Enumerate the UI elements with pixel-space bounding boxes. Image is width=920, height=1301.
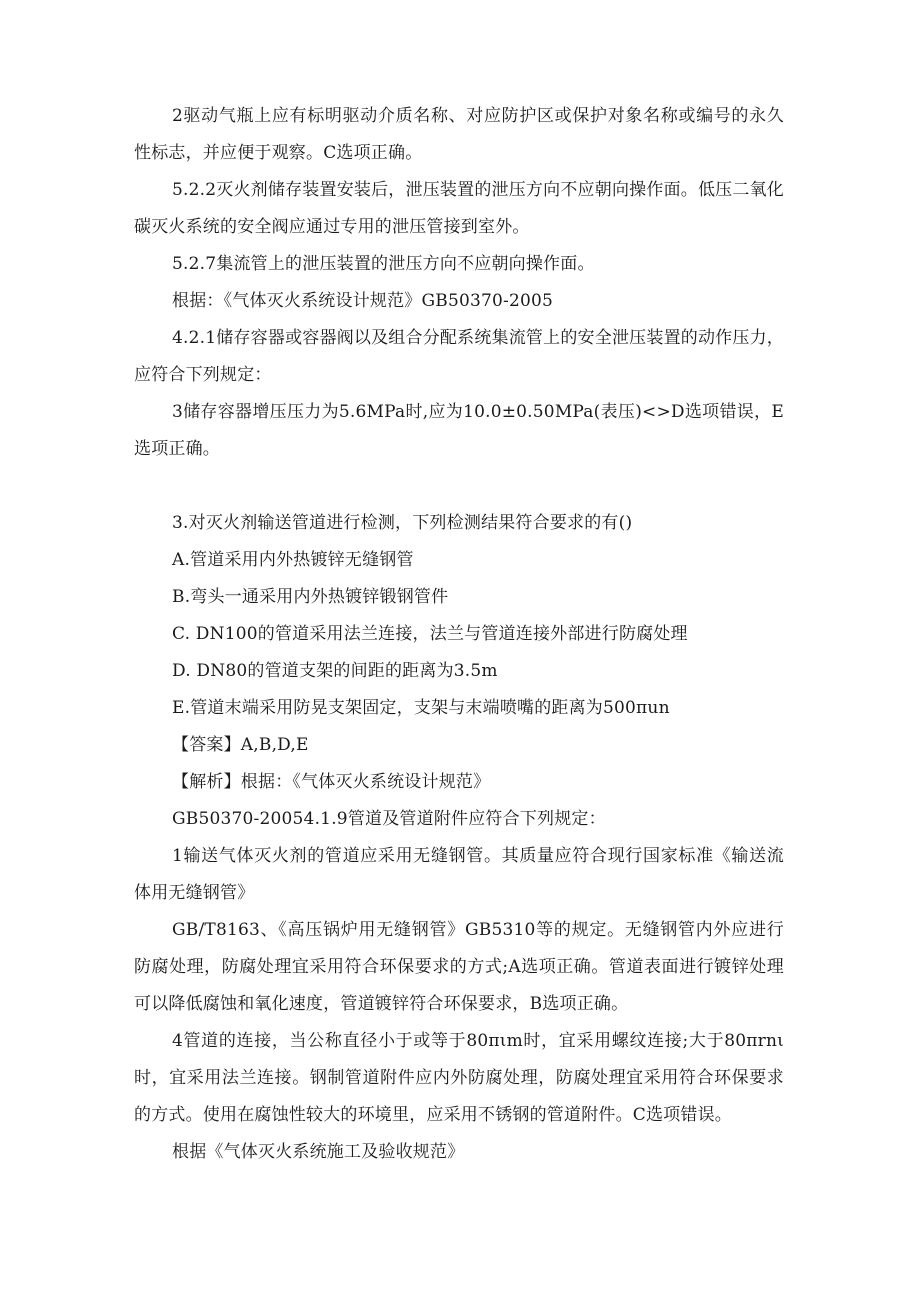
paragraph-4-2-1: 4.2.1储存容器或容器阀以及组合分配系统集流管上的安全泄压装置的动作压力，应符合下列规定： <box>134 328 784 385</box>
paragraph-basis-construction-code: 根据《气体灭火系统施工及验收规范》 <box>172 1142 465 1162</box>
option-d: D. DN80的管道支架的间距的距离为3.5m <box>172 661 498 681</box>
question-3: 3.对灭火剂输送管道进行检测，下列检测结果符合要求的有() <box>172 513 633 533</box>
option-b: B.弯头一通采用内外热镀锌锻钢管件 <box>172 587 449 607</box>
paragraph-5-2-2: 5.2.2灭火剂储存装置安装后，泄压装置的泄压方向不应朝向操作面。低压二氧化碳灭火系统的安全阀应通过专用的泄压管接到室外。 <box>134 180 784 237</box>
paragraph-basis-design-code: 根据：《气体灭火系统设计规范》GB50370-2005 <box>172 291 554 311</box>
analysis-heading: 【解析】根据：《气体灭火系统设计规范》 <box>172 772 491 792</box>
document-body <box>134 98 784 1171</box>
option-a: A.管道采用内外热镀锌无缝钢管 <box>172 550 414 570</box>
paragraph-seamless-pipe: 1输送气体灭火剂的管道应采用无缝钢管。其质量应符合现行国家标准《输送流体用无缝钢管》 <box>134 846 784 903</box>
paragraph-gap <box>134 468 784 505</box>
answer: 【答案】A,B,D,E <box>172 735 309 755</box>
paragraph-pressure-rule-3: 3储存容器增压压力为5.6MPa时,应为10.0±0.50MPa(表压)<>D选项错误，E选项正确。 <box>134 402 784 459</box>
paragraph-gb-t8163: GB/T8163、《高压锅炉用无缝钢管》GB5310等的规定。无缝钢管内外应进行防腐处理，防腐处理宜采用符合环保要求的方式;A选项正确。管道表面进行镀锌处理可以降低腐蚀和氧化速度，管道镀锌符合环保要求，B选项正确。 <box>134 920 784 1014</box>
paragraph-pipe-connection: 4管道的连接，当公称直径小于或等于80πιm时，宜采用螺纹连接;大于80πrnι时，宜采用法兰连接。钢制管道附件应内外防腐处理，防腐处理宜采用符合环保要求的方式。使用在腐蚀性较大的环境里，应采用不锈钢的管道附件。C选项错误。 <box>134 1031 784 1125</box>
option-e: E.管道末端采用防晃支架固定，支架与末端喷嘴的距离为500πun <box>172 698 670 718</box>
paragraph-5-2-7: 5.2.7集流管上的泄压装置的泄压方向不应朝向操作面。 <box>172 254 595 274</box>
paragraph-4-1-9: GB50370-20054.1.9管道及管道附件应符合下列规定： <box>172 809 606 829</box>
option-c: C. DN100的管道采用法兰连接，法兰与管道连接外部进行防腐处理 <box>172 624 688 644</box>
paragraph-drive-cylinder-label: 2驱动气瓶上应有标明驱动介质名称、对应防护区或保护对象名称或编号的永久性标志，并应便于观察。C选项正确。 <box>134 106 784 163</box>
